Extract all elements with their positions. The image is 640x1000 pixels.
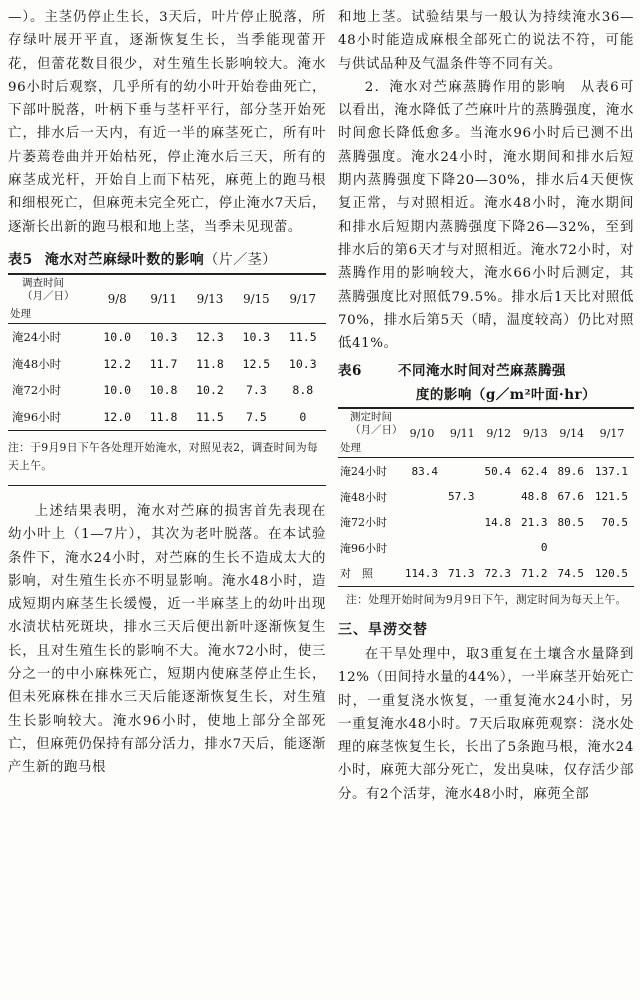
table-cell xyxy=(554,535,591,561)
table-cell: 12.5 xyxy=(242,356,271,371)
body-paragraph: —）。主茎仍停止生长，3天后，叶片停止脱落，所存绿叶展开平直，逐渐恢复生长，当季能现蕾开花，但蕾花数目很少，对生殖生长影响较大。淹水96小时后观察，几乎所有的幼小叶开始卷曲死亡，下部叶脱落，叶柄下垂与茎杆平行，部分茎开始死亡，排水后一天内，有近一半的麻茎死亡，所有叶片萎蔫卷曲并开始枯死，停止淹水后三天，所有的麻茎成光杆，开始自上而下枯死，麻蔸上的跑马根和细根死亡，但麻蔸未完全死亡，停止淹水7天后，逐渐长出新的跑马根和地上茎，当季未见现蕾。 xyxy=(8,10,326,235)
table5-corner-cell xyxy=(8,274,94,324)
table-cell xyxy=(444,535,481,561)
table-cell: 7.3 xyxy=(245,383,267,398)
table-cell: 14.8 xyxy=(484,515,511,529)
table6-header-top2: （月／日） xyxy=(350,424,403,437)
table5-label: 表5 xyxy=(8,251,33,268)
row-label: 淹96小时 xyxy=(340,541,387,555)
table6-unit: （g／m²叶面·hr） xyxy=(471,387,597,404)
table6-header-row xyxy=(338,408,634,458)
table-cell xyxy=(400,484,444,510)
row-label: 淹96小时 xyxy=(12,409,62,424)
table-cell: 11.7 xyxy=(149,356,178,371)
table-cell: 0 xyxy=(540,541,548,555)
table-row xyxy=(338,484,634,510)
table-cell: 71.2 xyxy=(521,566,548,580)
table-cell xyxy=(444,458,481,484)
table-cell xyxy=(400,509,444,535)
table-cell: 89.6 xyxy=(557,464,585,478)
table-cell: 7.5 xyxy=(245,409,267,424)
table6-label: 表6 xyxy=(338,363,362,380)
table-cell: 8.8 xyxy=(292,383,314,398)
table-cell: 11.5 xyxy=(288,330,317,345)
table5-title xyxy=(8,247,326,273)
body-paragraph: 上述结果表明，淹水对苎麻的损害首先表现在幼小叶上（1—7片），其次为老叶脱落。在本试验条件下，淹水24小时，对苎麻的生长不造成太大的影响，对生殖生长亦不明显影响。淹水48小时，造成短期内麻茎生长缓慢，近一半麻茎上的幼叶出现水渍状枯死斑块，排水三天后便出新叶逐渐恢复生长，且对生殖生长的影响不大。淹水72小时，使三分之一的中小麻株死亡，短期内使麻茎停止生长，但未死麻株在排水三天后能逐渐恢复生长，对生殖生长影响较大。淹水96小时，使地上部分全部死亡，但麻蔸仍保持有部分活力，排水7天后，能逐渐产生新的跑马根 xyxy=(8,503,326,776)
table-cell: 10.2 xyxy=(196,383,224,398)
table-cell: 11.8 xyxy=(196,356,224,371)
table-cell: 12.2 xyxy=(103,356,132,371)
table-cell: 74.5 xyxy=(557,566,585,580)
table6 xyxy=(338,407,634,587)
table5-date: 9/15 xyxy=(233,274,279,324)
table-row xyxy=(338,535,634,561)
table5-header-row xyxy=(8,274,326,324)
table-cell: 120.5 xyxy=(594,566,628,580)
table-cell: 72.3 xyxy=(484,566,511,580)
table5-date: 9/13 xyxy=(187,274,233,324)
table-cell: 0 xyxy=(299,409,307,424)
right-column xyxy=(338,6,634,806)
table-cell xyxy=(480,484,517,510)
table-cell: 11.5 xyxy=(196,409,224,424)
body-paragraph: 2．淹水对苎麻蒸腾作用的影响 从表6可以看出，淹水降低了苎麻叶片的蒸腾强度，淹水时间愈长降低愈多。当淹水96小时后已测不出蒸腾强度。淹水24小时，淹水期间和排水后短期内蒸腾强度下降20—30%，排水后4天便恢复正常，与对照相近。淹水48小时，淹水期间和排水后短期内蒸腾强度下降26—32%，至到排水后的第6天才与对照相近。淹水72小时，对蒸腾作用的影响较大，淹水66小时后测定，其蒸腾强度比对照低79.5%。排水后1天比对照低70%，排水后第5天（晴，温度较高）仍比对照低41%。 xyxy=(338,79,634,352)
table5-header-top2: （月／日） xyxy=(22,289,75,302)
table-row xyxy=(338,458,634,484)
table5-unit: （片／茎） xyxy=(204,251,277,268)
table-cell: 11.8 xyxy=(149,409,178,424)
table5 xyxy=(8,273,326,431)
table-cell: 121.5 xyxy=(594,490,628,504)
table5-note: 注：于9月9日下午各处理开始淹水，对照见表2，调查时间为每天上午。 xyxy=(8,435,326,486)
table6-date: 9/14 xyxy=(554,408,591,458)
table-row xyxy=(8,350,326,377)
table5-date: 9/17 xyxy=(280,274,326,324)
table6-note: 注：处理开始时间为9月9日下午，测定时间为每天上午。 xyxy=(346,592,627,606)
table-cell: 10.3 xyxy=(288,356,317,371)
row-label: 淹48小时 xyxy=(12,356,62,371)
table5-date: 9/11 xyxy=(140,274,186,324)
table-cell: 67.6 xyxy=(557,490,585,504)
table-cell xyxy=(590,535,634,561)
body-paragraph: 和地上茎。试验结果与一般认为持续淹水36—48小时能造成麻根全部死亡的说法不符，可能与供试品种及气温条件等不同有关。 xyxy=(338,10,634,72)
table-row xyxy=(338,560,634,586)
body-paragraph: 在干旱处理中，取3重复在土壤含水量降到12%（田间持水量的44%），一半麻茎开始死亡时，一重复浇水恢复，一重复淹水24小时，另一重复淹水48小时。7天后取麻蔸观察：浇水处理的麻茎恢复生长，长出了5条跑马根，淹水24小时，麻蔸大部分死亡，发出臭味，仅存活少部分。有2个活芽，淹水48小时，麻蔸全部 xyxy=(338,646,634,802)
table-cell: 50.4 xyxy=(484,464,511,478)
table-cell: 57.3 xyxy=(447,490,475,504)
table6-title xyxy=(338,359,634,407)
table-cell: 80.5 xyxy=(557,515,585,529)
table-row xyxy=(338,509,634,535)
table6-header-top: 测定时间 xyxy=(350,411,392,424)
row-label: 对 照 xyxy=(340,567,373,581)
table-cell xyxy=(400,535,444,561)
table-cell: 12.3 xyxy=(196,330,224,345)
table-row xyxy=(8,377,326,404)
table6-corner-cell xyxy=(338,408,403,458)
table-cell: 70.5 xyxy=(601,515,628,529)
table6-title-line1: 不同淹水时间对苎麻蒸腾强 xyxy=(398,363,566,380)
row-label: 淹48小时 xyxy=(340,490,387,504)
table-cell: 10.0 xyxy=(103,383,132,398)
table-cell: 83.4 xyxy=(411,464,438,478)
table6-date: 9/17 xyxy=(590,408,634,458)
table-cell: 114.3 xyxy=(404,566,438,580)
table-cell: 71.3 xyxy=(447,566,475,580)
section-heading: 三、旱涝交替 xyxy=(338,621,428,638)
row-label: 淹72小时 xyxy=(340,516,387,530)
table-cell: 48.8 xyxy=(521,490,548,504)
table-cell: 137.1 xyxy=(594,464,628,478)
row-label: 淹24小时 xyxy=(340,465,387,479)
table-cell xyxy=(444,509,481,535)
table-cell: 10.3 xyxy=(242,330,271,345)
table6-title-line2: 度的影响 xyxy=(415,387,472,404)
table-cell: 10.3 xyxy=(149,330,178,345)
row-label: 淹72小时 xyxy=(12,383,62,398)
table-cell: 62.4 xyxy=(521,464,548,478)
table5-header-left: 处理 xyxy=(10,307,31,320)
table-cell: 10.8 xyxy=(149,383,178,398)
table-cell: 12.0 xyxy=(103,409,132,424)
left-column xyxy=(8,6,326,780)
table-row xyxy=(8,403,326,430)
table5-title-text: 淹水对苎麻绿叶数的影响 xyxy=(44,251,205,268)
table-row xyxy=(8,323,326,350)
row-label: 淹24小时 xyxy=(12,330,62,345)
table6-date: 9/11 xyxy=(444,408,481,458)
table-cell: 10.0 xyxy=(103,330,132,345)
table-cell: 21.3 xyxy=(521,515,548,529)
table6-date: 9/13 xyxy=(517,408,554,458)
table6-date: 9/12 xyxy=(480,408,517,458)
table6-date: 9/10 xyxy=(400,408,444,458)
table6-header-left: 处理 xyxy=(340,442,361,455)
table5-date: 9/8 xyxy=(94,274,140,324)
table5-header-top: 调查时间 xyxy=(22,276,64,289)
table-cell xyxy=(480,535,517,561)
